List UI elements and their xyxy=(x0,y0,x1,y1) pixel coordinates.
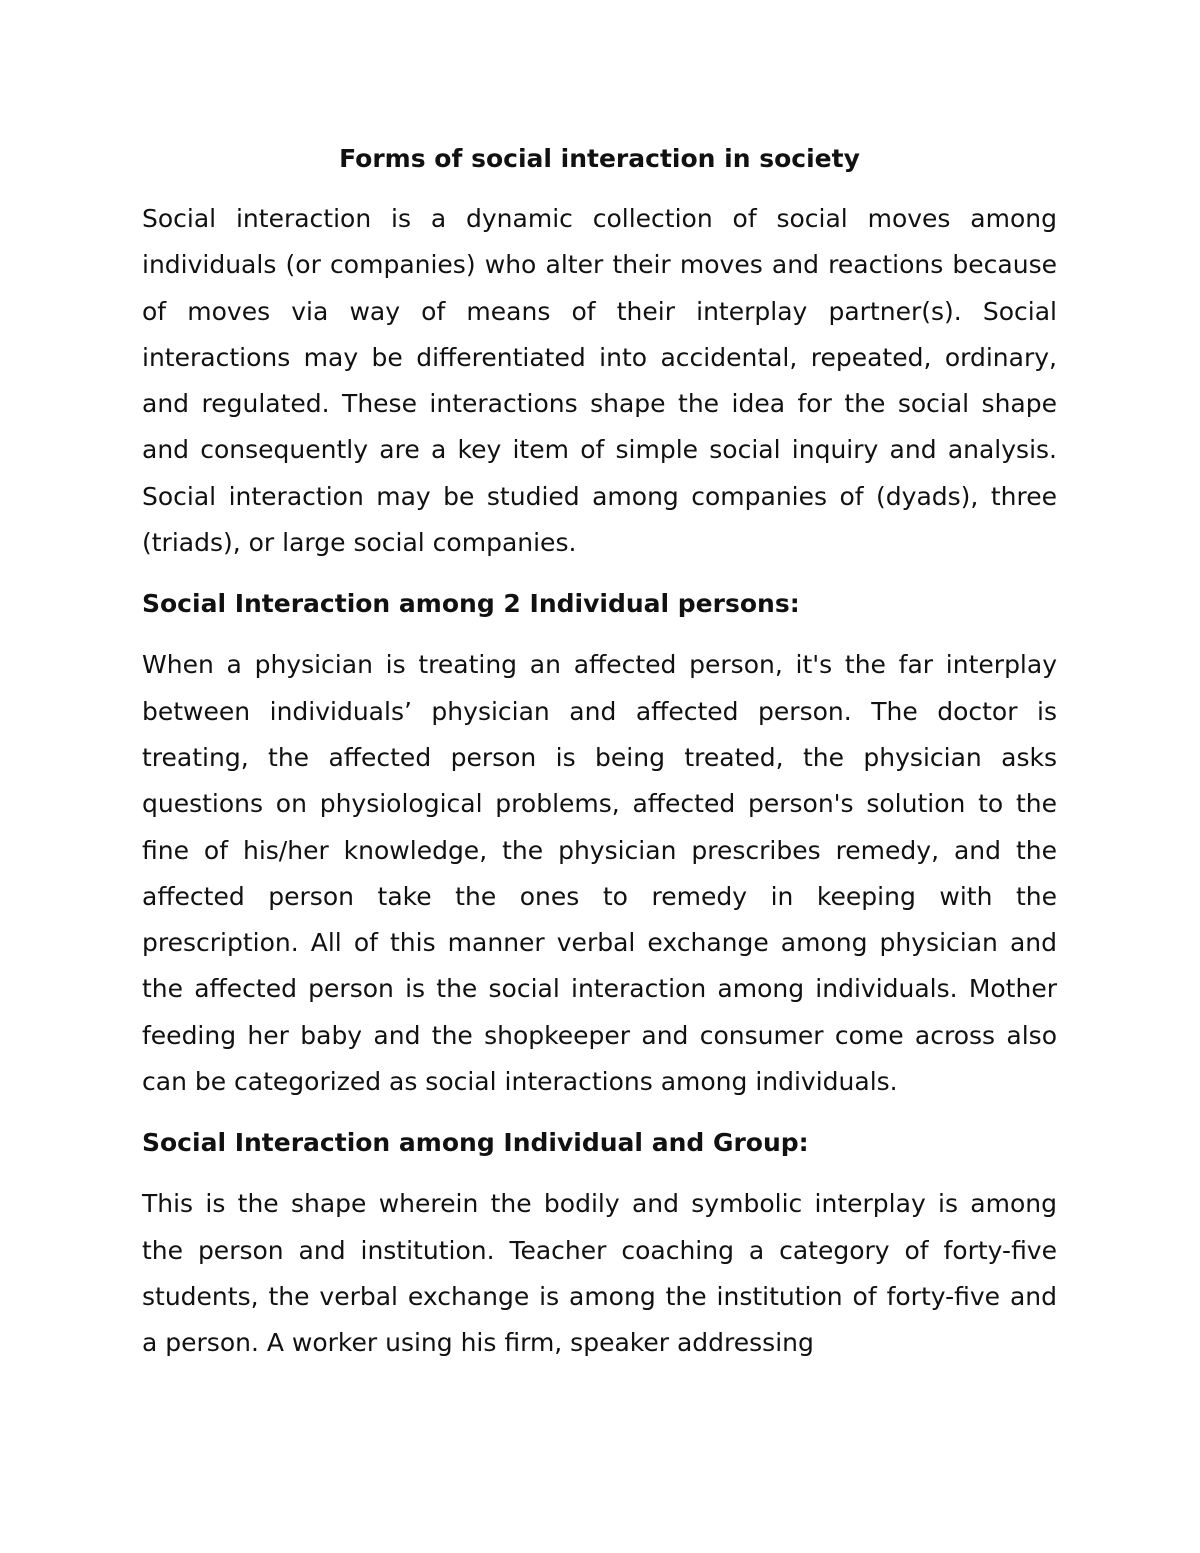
paragraph-individual-group: This is the shape wherein the bodily and symbolic interplay is among the person and institution. Teacher coaching a category of forty-five students, the verbal exchange is among the institution of forty-five and a person. A worker using his firm, speaker addressing xyxy=(142,1189,1057,1358)
section-heading-individual-group: Social Interaction among Individual and Group: xyxy=(142,1128,809,1158)
document-page xyxy=(142,136,1057,1382)
section-heading-individuals: Social Interaction among 2 Individual persons: xyxy=(142,589,800,619)
paragraph-individuals: When a physician is treating an affected person, it's the far interplay between individuals’ physician and affected person. The doctor is treating, the affected person is being treated, the physician asks questions on physiological problems, affected person's solution to the fine of his/her knowledge, the physician prescribes remedy, and the affected person take the ones to remedy in keeping with the prescription. All of this manner verbal exchange among physician and the affected person is the social interaction among individuals. Mother feeding her baby and the shopkeeper and consumer come across also can be categorized as social interactions among individuals. xyxy=(142,650,1057,1097)
document-title: Forms of social interaction in society xyxy=(339,144,860,173)
paragraph-intro: Social interaction is a dynamic collection of social moves among individuals (or companies) who alter their moves and reactions because of moves via way of means of their interplay partner(s). Social interactions may be differentiated into accidental, repeated, ordinary, and regulated. These interactions shape the idea for the social shape and consequently are a key item of simple social inquiry and analysis. Social interaction may be studied among companies of (dyads), three (triads), or large social companies. xyxy=(142,204,1057,558)
